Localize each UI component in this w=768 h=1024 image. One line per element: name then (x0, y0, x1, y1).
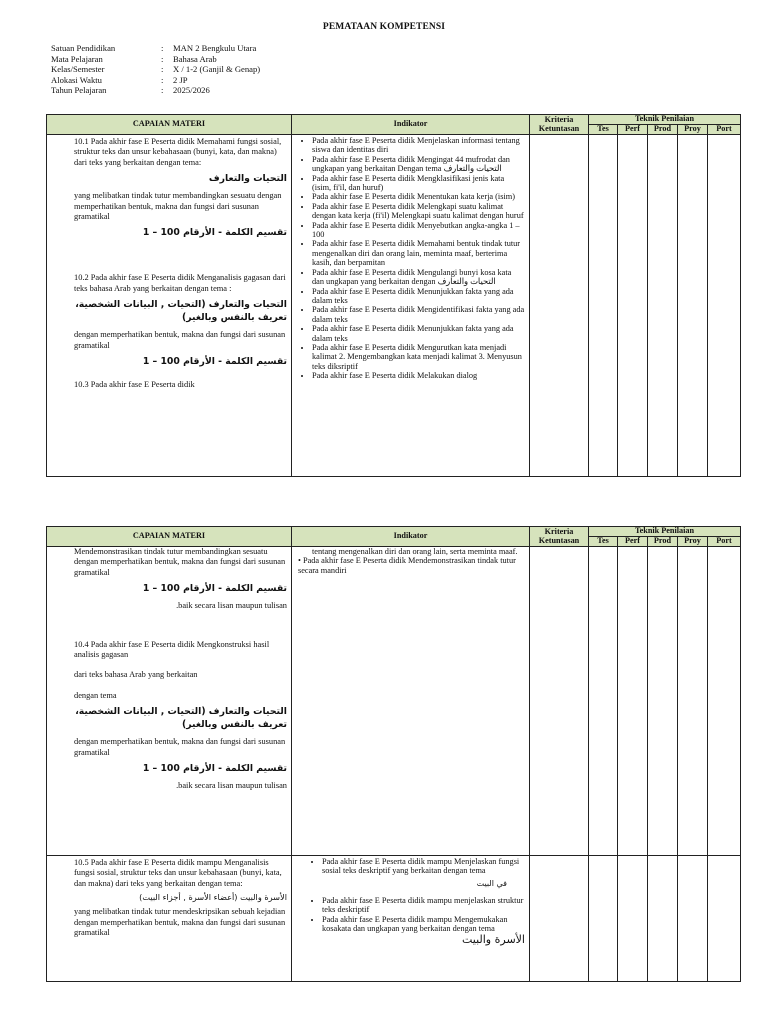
header-teknik-penilaian: Teknik Penilaian (589, 115, 741, 125)
port-cell (708, 856, 741, 982)
indicator-item: • Pada akhir fase E Peserta didik Mengingat 44 mufrodat dan ungkapan yang berkaitan Dengan tema التحيات والتعارف (312, 155, 525, 174)
meta-colon: : (161, 64, 164, 75)
meta-row (51, 54, 260, 65)
indicator-item: • Pada akhir fase E Peserta didik mampu menjelaskan struktur teks deskriptif (322, 896, 525, 915)
header-prod: Prod (648, 537, 678, 547)
kriteria-cell (530, 547, 589, 856)
header-proy: Proy (678, 537, 708, 547)
meta-colon: : (161, 85, 164, 96)
page-title: PEMATAAN KOMPETENSI (322, 22, 446, 32)
arabic-theme: الأسرة والبيت (461, 933, 525, 947)
meta-label: Kelas/Semester (51, 64, 105, 75)
prod-cell (648, 547, 678, 856)
perf-cell (618, 856, 648, 982)
capaian-paragraph: 10.3 Pada akhir fase E Peserta didik (74, 380, 195, 390)
capaian-paragraph: Mendemonstrasikan tindak tutur membandingkan sesuatu dengan memperhatikan bentuk, makna dan fungsi dari susunan gramatikal (74, 547, 286, 577)
meta-value: X / 1-2 (Ganjil & Genap) (173, 64, 261, 75)
header-prod: Prod (648, 125, 678, 135)
capaian-paragraph: 10.4 Pada akhir fase E Peserta didik Mengkonstruksi hasil analisis gagasan (74, 639, 270, 660)
header-kriteria-line2: Ketuntasan (538, 535, 580, 545)
header-capaian-materi: CAPAIAN MATERI (47, 527, 292, 547)
header-indikator: Indikator (292, 115, 530, 135)
indicator-item: • Pada akhir fase E Peserta didik Melengkapi suatu kalimat dengan kata kerja (fi'il) Melengkapi suatu kalimat dengan huruf (312, 202, 525, 221)
header-port: Port (708, 125, 741, 135)
meta-label: Alokasi Waktu (51, 74, 102, 85)
indicator-list (296, 136, 525, 381)
indicator-text: Pada akhir fase E Peserta didik mampu Mengemukakan kosakata dan ungkapan yang berkaitan dengan tema (322, 914, 508, 934)
capaian-materi-cell (47, 547, 292, 856)
capaian-paragraph: yang melibatkan tindak tutur mendeskripsikan sebuah kejadian dengan memperhatikan bentuk, makna dan fungsi dari susunan gramatikal (74, 907, 286, 938)
meta-value: Bahasa Arab (173, 53, 217, 64)
proy-cell (678, 856, 708, 982)
capaian-paragraph: .baik secara lisan maupun tulisan (176, 781, 287, 791)
indicator-item: • Pada akhir fase E Peserta didik Mengurutkan kata menjadi kalimat 2. Mengembangkan kata menjadi kalimat 3. Menyusun teks diksriptif (312, 343, 525, 371)
indicator-item (322, 915, 525, 948)
header-port: Port (708, 537, 741, 547)
arabic-theme: الأسرة والبيت (أعضاء الأسرة , أجزاء البيت) (139, 892, 287, 903)
arabic-theme: تقسيم الكلمة - الأرقام 100 – 1 (142, 583, 287, 595)
header-perf: Perf (618, 125, 648, 135)
capaian-paragraph: .baik secara lisan maupun tulisan (176, 601, 287, 611)
port-cell (708, 135, 741, 477)
header-kriteria-line2: Ketuntasan (538, 123, 580, 133)
indicator-item: • Pada akhir fase E Peserta didik Mengulangi bunyi kosa kata dan ungkapan yang berkaitan dengan التحيات والتعارف (312, 268, 525, 287)
meta-label: Mata Pelajaran (51, 53, 103, 64)
tes-cell (589, 547, 618, 856)
meta-colon: : (161, 43, 164, 53)
indicator-item: • Pada akhir fase E Peserta didik Mengidentifikasi fakta yang ada dalam teks (312, 305, 525, 324)
indicator-continuation: tentang mengenalkan diri dan orang lain, serta meminta maaf. (312, 547, 518, 556)
indicator-item: • Pada akhir fase E Peserta didik Menunjukkan fakta yang ada dalam teks (312, 324, 525, 343)
prod-cell (648, 856, 678, 982)
indicator-item: • Pada akhir fase E Peserta didik Melakukan dialog (312, 371, 525, 380)
meta-value: 2 JP (173, 74, 188, 85)
indicator-item: • Pada akhir fase E Peserta didik Mendemonstrasikan tindak tutur secara mandiri (298, 556, 516, 575)
meta-label: Satuan Pendidikan (51, 43, 116, 53)
perf-cell (618, 547, 648, 856)
capaian-paragraph: dengan memperhatikan bentuk, makna dan fungsi dari susunan gramatikal (74, 330, 286, 350)
kriteria-cell (530, 135, 589, 477)
indikator-cell (292, 135, 530, 477)
header-indikator: Indikator (292, 527, 530, 547)
arabic-theme: تقسيم الكلمة - الأرقام 100 – 1 (142, 227, 287, 239)
indicator-text: Pada akhir fase E Peserta didik mampu Menjelaskan fungsi sosial teks deskriptif yang berkaitan dengan tema (322, 857, 520, 876)
meta-value: 2025/2026 (173, 85, 210, 96)
arabic-theme: التحيات والتعارف (التحيات , البيانات الشخصية، تعريف بالنفس وبالغير) (75, 299, 287, 324)
prod-cell (648, 135, 678, 477)
arabic-theme: تقسيم الكلمة - الأرقام 100 – 1 (142, 763, 287, 775)
indikator-cell (292, 547, 530, 856)
meta-row (51, 75, 260, 86)
header-kriteria-line1: Kriteria (544, 526, 574, 536)
port-cell (708, 547, 741, 856)
header-capaian-materi: CAPAIAN MATERI (47, 115, 292, 135)
indicator-list (306, 857, 525, 947)
arabic-theme: التحيات والتعارف (208, 173, 287, 185)
competency-table-1 (46, 114, 741, 477)
capaian-paragraph: 10.5 Pada akhir fase E Peserta didik mampu Menganalisis fungsi sosial, struktur teks dan unsur kebahasaan (bunyi, kata, dan makna) dari teks yang berkaitan dengan tema: (74, 858, 282, 888)
indicator-text: Pada akhir fase E Peserta didik Mendemonstrasikan tindak tutur secara mandiri (298, 556, 516, 575)
indicator-item: • Pada akhir fase E Peserta didik Mengklasifikasi jenis kata (isim, fi'il, dan huruf) (312, 174, 525, 193)
document-meta (51, 43, 260, 96)
tes-cell (589, 135, 618, 477)
capaian-paragraph: yang melibatkan tindak tutur membandingkan sesuatu dengan memperhatikan bentuk, makna dan fungsi dari susunan gramatikal (74, 191, 282, 222)
header-tes: Tes (589, 125, 618, 135)
capaian-paragraph: 10.2 Pada akhir fase E Peserta didik Menganalisis gagasan dari teks bahasa Arab yang berkaitan dengan tema : (74, 273, 286, 293)
perf-cell (618, 135, 648, 477)
capaian-materi-cell (47, 135, 292, 477)
meta-value: MAN 2 Bengkulu Utara (173, 43, 257, 53)
header-teknik-penilaian: Teknik Penilaian (589, 527, 741, 537)
arabic-theme: في البيت (476, 878, 507, 888)
indikator-cell (292, 856, 530, 982)
indicator-item: • Pada akhir fase E Peserta didik Menjelaskan informasi tentang siswa dan identitas diri (312, 136, 525, 155)
header-perf: Perf (618, 537, 648, 547)
capaian-materi-cell (47, 856, 292, 982)
header-kriteria-line1: Kriteria (544, 114, 574, 124)
proy-cell (678, 135, 708, 477)
indicator-item: • Pada akhir fase E Peserta didik Memahami bentuk tindak tutur mengenalkan diri dan orang lain, meminta maaf, berterima kasih, dan berpamitan (312, 239, 525, 267)
arabic-theme: تقسيم الكلمة - الأرقام 100 – 1 (142, 356, 287, 368)
indicator-item (322, 857, 525, 890)
meta-colon: : (161, 74, 164, 85)
proy-cell (678, 547, 708, 856)
meta-row (51, 64, 260, 75)
tes-cell (589, 856, 618, 982)
competency-table-2 (46, 526, 741, 982)
kriteria-cell (530, 856, 589, 982)
capaian-paragraph: dari teks bahasa Arab yang berkaitan (74, 670, 198, 680)
arabic-theme: التحيات والتعارف (التحيات , البيانات الشخصية، تعريف بالنفس وبالغير) (75, 706, 287, 731)
header-proy: Proy (678, 125, 708, 135)
capaian-paragraph: dengan memperhatikan bentuk, makna dan fungsi dari susunan gramatikal (74, 737, 286, 757)
meta-row (51, 85, 260, 96)
meta-label: Tahun Pelajaran (51, 85, 107, 96)
capaian-paragraph: 10.1 Pada akhir fase E Peserta didik Memahami fungsi sosial, struktur teks dan unsur kebahasaan (bunyi, kata, dan makna) dari teks yang berkaitan dengan tema: (74, 137, 282, 167)
indicator-item: • Pada akhir fase E Peserta didik Menunjukkan fakta yang ada dalam teks (312, 287, 525, 306)
indicator-item: • Pada akhir fase E Peserta didik Menentukan kata kerja (isim) (312, 192, 525, 201)
indicator-item: • Pada akhir fase E Peserta didik Menyebutkan angka-angka 1 – 100 (312, 221, 525, 240)
meta-colon: : (161, 53, 164, 64)
header-tes: Tes (589, 537, 618, 547)
header-kriteria-ketuntasan (530, 115, 589, 135)
capaian-paragraph: dengan tema (74, 690, 117, 700)
header-kriteria-ketuntasan (530, 527, 589, 547)
meta-row (51, 43, 260, 54)
